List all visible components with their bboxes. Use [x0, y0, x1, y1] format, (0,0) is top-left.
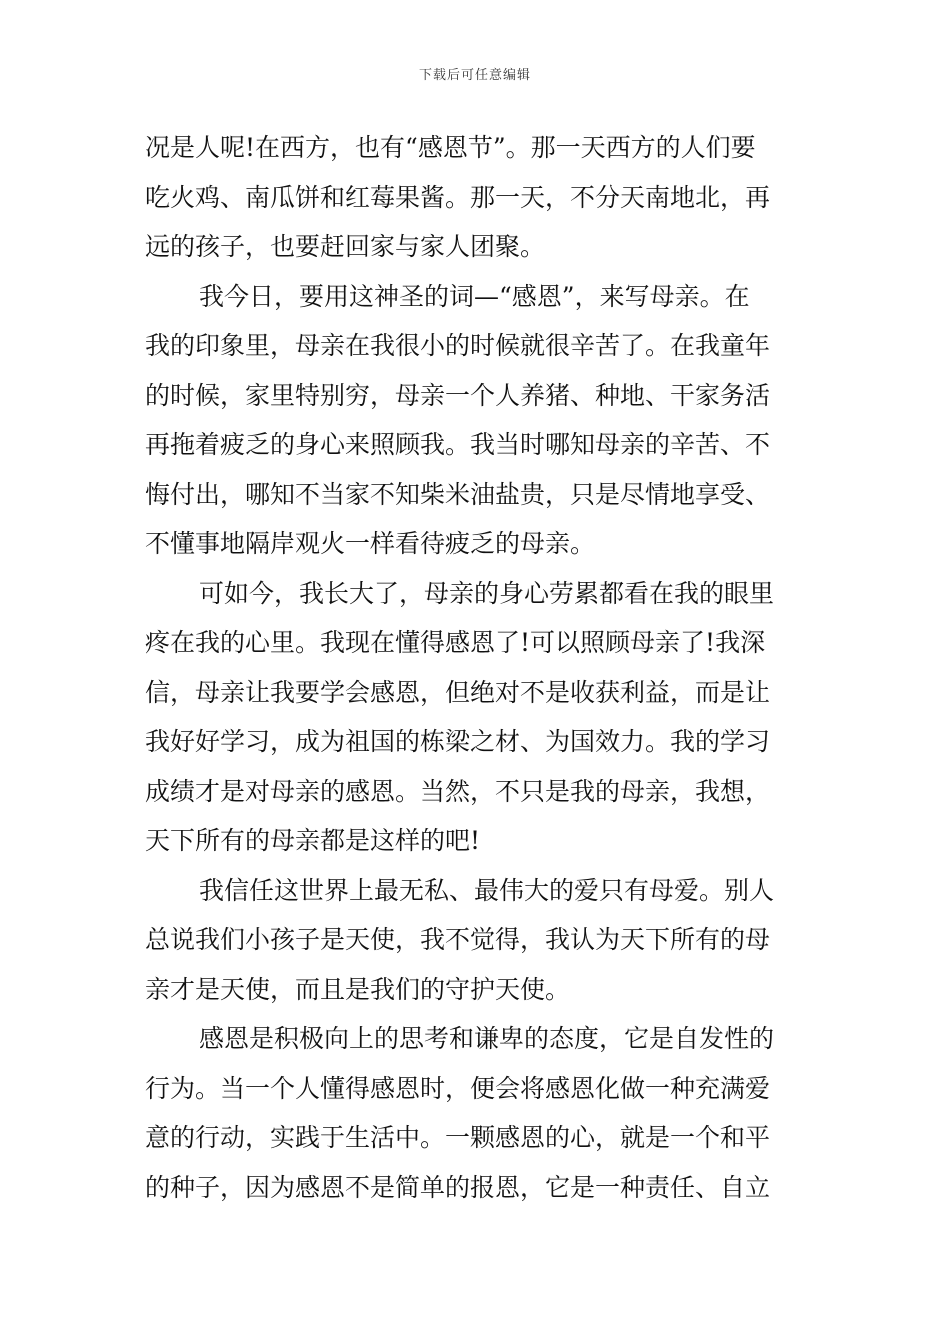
text-line: 总说我们小孩子是天使，我不觉得，我认为天下所有的母	[145, 925, 771, 954]
text-line: 天下所有的母亲都是这样的吧!	[145, 826, 481, 855]
paragraph-first-line: 可如今，我长大了，母亲的身心劳累都看在我的眼里	[199, 578, 775, 608]
text-line: 不懂事地隔岸观火一样看待疲乏的母亲。	[145, 529, 596, 558]
paragraph-first-line: 我今日，要用这神圣的词—“感恩”，来写母亲。在	[199, 281, 750, 311]
text-line: 吃火鸡、南瓜饼和红莓果酱。那一天，不分天南地北，再	[145, 182, 771, 212]
text-line: 我的印象里，母亲在我很小的时候就很辛苦了。在我童年	[145, 331, 771, 360]
text-line: 成绩才是对母亲的感恩。当然，不只是我的母亲，我想，	[145, 776, 771, 806]
text-line: 亲才是天使，而且是我们的守护天使。	[145, 974, 571, 1004]
text-line: 意的行动，实践于生活中。一颗感恩的心，就是一个和平	[145, 1123, 771, 1152]
paragraph-first-line: 感恩是积极向上的思考和谦卑的态度，它是自发性的	[199, 1024, 775, 1053]
page-header: 下载后可任意编辑	[418, 68, 531, 83]
text-line: 的种子，因为感恩不是简单的报恩，它是一种责任、自立	[145, 1172, 771, 1202]
text-line: 悔付出，哪知不当家不知柴米油盐贵，只是尽情地享受、	[145, 479, 771, 509]
text-line: 远的孩子，也要赶回家与家人团聚。	[145, 232, 546, 261]
text-line: 况是人呢!在西方，也有“感恩节”。那一天西方的人们要	[145, 133, 756, 162]
text-line: 信，母亲让我要学会感恩，但绝对不是收获利益，而是让	[145, 677, 771, 707]
text-line: 我好好学习，成为祖国的栋梁之材、为国效力。我的学习	[145, 727, 771, 756]
text-line: 疼在我的心里。我现在懂得感恩了!可以照顾母亲了!我深	[145, 628, 766, 657]
text-line: 行为。当一个人懂得感恩时，便会将感恩化做一种充满爱	[145, 1073, 771, 1103]
document-body	[145, 123, 809, 1212]
paragraph-first-line: 我信任这世界上最无私、最伟大的爱只有母爱。别人	[199, 875, 775, 905]
text-line: 的时候，家里特别穷，母亲一个人养猪、种地、干家务活	[145, 380, 771, 410]
text-line: 再拖着疲乏的身心来照顾我。我当时哪知母亲的辛苦、不	[145, 430, 771, 459]
